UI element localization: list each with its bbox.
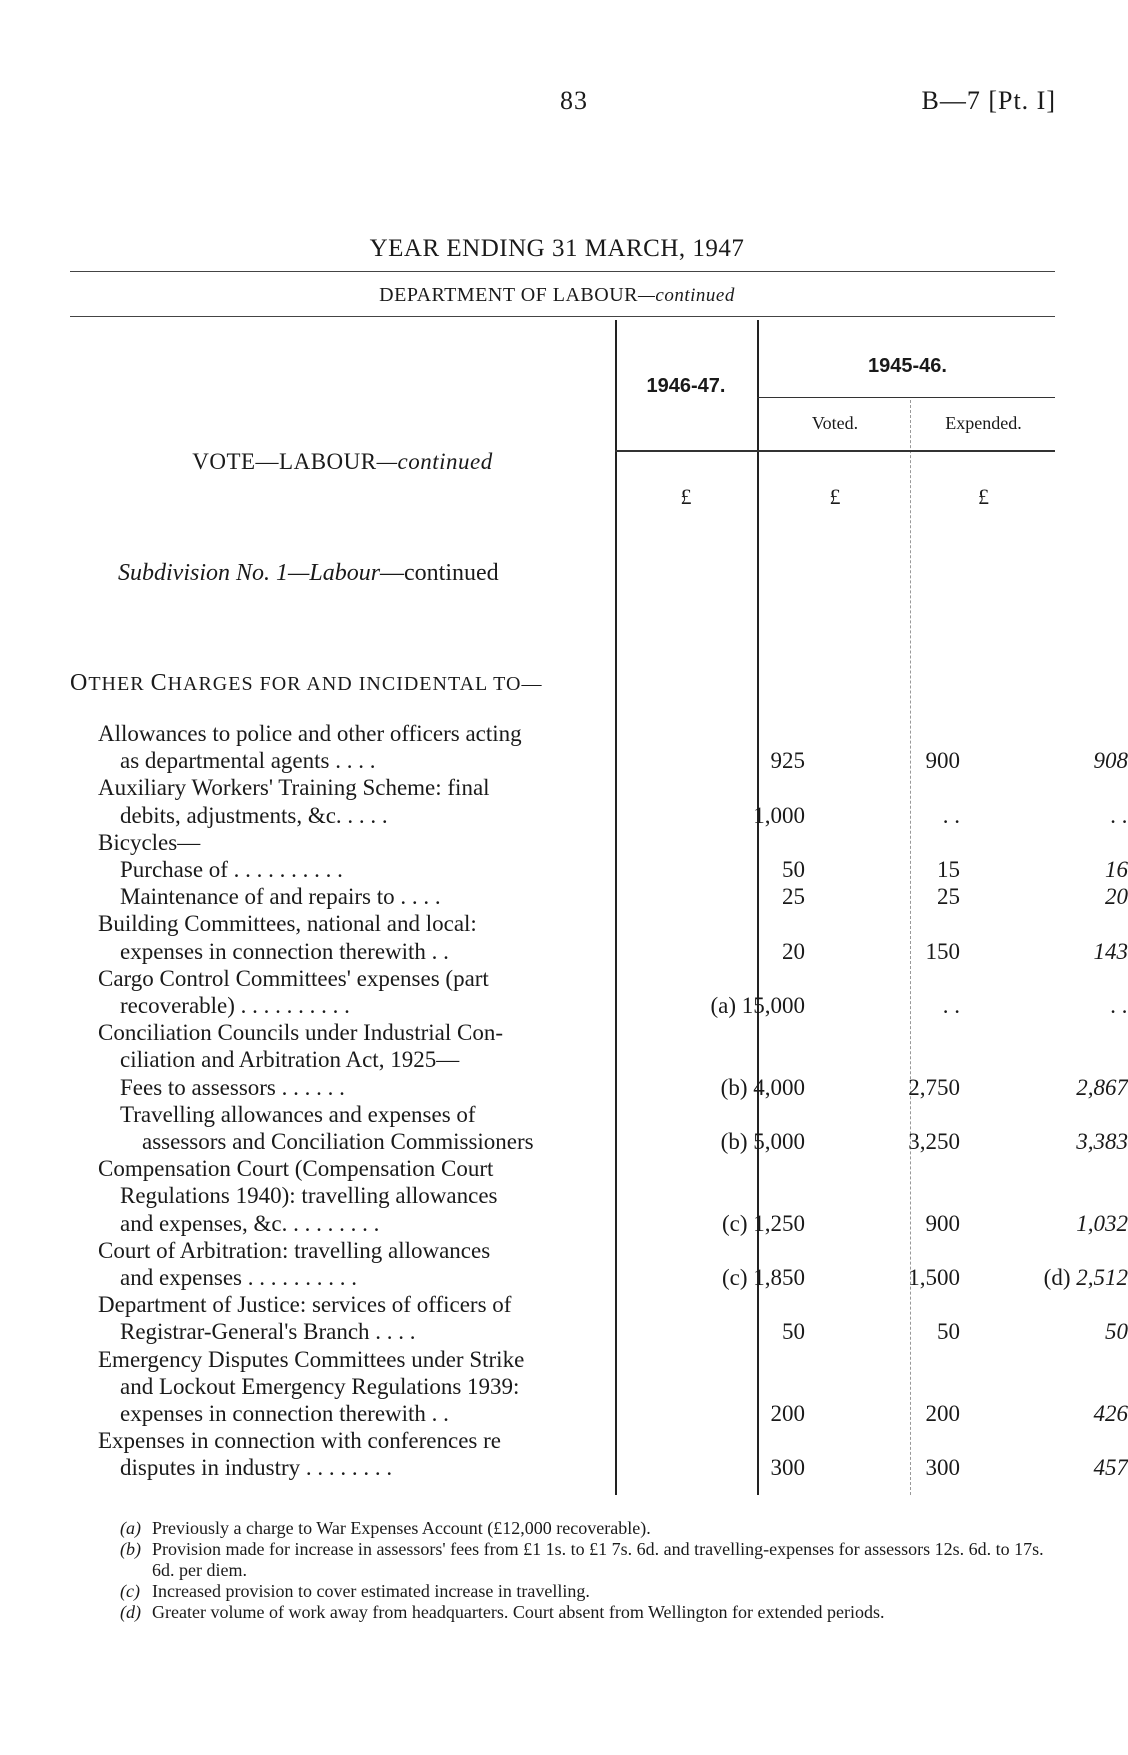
amount-expended — [980, 856, 1128, 883]
line-item-description: debits, adjustments, &c. . . . . — [120, 802, 388, 828]
footnote — [120, 1581, 1060, 1602]
section-heading-word: AND — [306, 673, 353, 695]
amount-voted: 2,750 — [908, 1074, 960, 1100]
amount-1946-47: 300 — [770, 1455, 805, 1481]
line-item — [70, 1291, 1070, 1318]
column-head-expended: Expended. — [945, 413, 1022, 433]
amount-voted: 150 — [925, 938, 960, 964]
subdivision-heading — [118, 560, 499, 587]
footnote-mark: (d) — [120, 1602, 141, 1622]
line-item — [70, 1210, 1128, 1237]
footnote-text: Previously a charge to War Expenses Account (£12,000 recoverable). — [152, 1518, 651, 1538]
line-item — [70, 1155, 1070, 1182]
amount-voted: 300 — [925, 1455, 960, 1481]
amount-expended — [980, 1210, 1128, 1237]
line-item — [70, 910, 1070, 937]
amount-expended-value: 143 — [1093, 938, 1128, 964]
line-item — [70, 1454, 1128, 1481]
section-heading-word: TO— — [493, 673, 543, 695]
rule-under-column-heads — [615, 450, 1055, 452]
amount-1946-47: 1,000 — [753, 802, 805, 828]
vote-name: VOTE—LABOUR — [192, 449, 377, 474]
line-item-description: Compensation Court (Compensation Court — [98, 1156, 494, 1182]
line-item-description: Emergency Disputes Committees under Strike — [98, 1346, 525, 1372]
currency-symbol-voted: £ — [829, 484, 841, 509]
line-item — [70, 1373, 1070, 1400]
amount-1946-47: (c) 1,250 — [721, 1210, 805, 1236]
amount-expended — [980, 802, 1128, 829]
amount-expended-value: 3,383 — [1076, 1129, 1128, 1154]
amount-1946-47: (b) 5,000 — [720, 1129, 805, 1154]
line-item-description: Department of Justice: services of officers of — [98, 1292, 512, 1318]
amount-1946-47: (b) 4,000 — [720, 1074, 805, 1100]
line-item-description: Conciliation Councils under Industrial Con- — [98, 1020, 504, 1046]
line-item — [70, 1264, 1128, 1291]
line-item — [70, 1074, 1128, 1101]
line-item-description: and expenses . . . . . . . . . . — [120, 1265, 357, 1290]
amount-1946-47: 50 — [782, 857, 805, 882]
section-heading-word: INCIDENTAL — [358, 673, 488, 695]
line-item-description: expenses in connection therewith . . — [120, 938, 449, 964]
amount-1946-47: 50 — [782, 1319, 805, 1345]
line-item — [70, 802, 1128, 829]
amount-voted: . . — [942, 993, 960, 1018]
amount-expended — [980, 747, 1128, 774]
amount-expended-value: 457 — [1093, 1455, 1128, 1481]
line-item — [70, 856, 1128, 883]
line-item — [70, 1182, 1070, 1209]
line-item-description: Registrar-General's Branch . . . . — [120, 1319, 416, 1345]
amount-1946-47: 200 — [770, 1401, 805, 1426]
amount-expended-value: 1,032 — [1076, 1210, 1128, 1236]
amount-expended — [980, 1318, 1128, 1345]
column-head-1946-47: 1946-47. — [646, 375, 726, 397]
line-item — [70, 1019, 1070, 1046]
line-item-description: Expenses in connection with conferences re — [98, 1428, 501, 1454]
footnote — [120, 1518, 1060, 1539]
line-item — [70, 965, 1070, 992]
amount-voted: 3,250 — [908, 1129, 960, 1154]
footnote — [120, 1539, 1060, 1581]
page-number: 83 — [560, 86, 588, 115]
amount-expended — [980, 1400, 1128, 1427]
amount-expended — [980, 883, 1128, 910]
amount-expended-value: . . — [1110, 802, 1128, 828]
amount-voted: . . — [942, 802, 960, 828]
amount-expended-value: 426 — [1093, 1401, 1128, 1426]
line-item-description: Travelling allowances and expenses of — [120, 1101, 476, 1127]
footnote-mark: (a) — [120, 1518, 141, 1538]
amount-1946-47: (c) 1,850 — [721, 1265, 805, 1290]
amount-expended — [980, 1074, 1128, 1101]
line-item-description: disputes in industry . . . . . . . . — [120, 1455, 393, 1481]
department-title — [0, 284, 1114, 307]
footnotes — [120, 1518, 1060, 1623]
line-item — [70, 1237, 1070, 1264]
line-item-description: Allowances to police and other officers acting — [98, 721, 522, 746]
line-item-description: Fees to assessors . . . . . . — [120, 1074, 345, 1100]
currency-symbol-col1: £ — [680, 484, 692, 509]
amount-expended — [980, 1264, 1128, 1291]
footnote-text: Provision made for increase in assessors' fees from £1 1s. to £1 7s. 6d. and travelling-expenses for assessors 12s. 6d. to 17s. 6d. per diem. — [152, 1539, 1044, 1580]
section-heading-word: FOR — [259, 673, 302, 695]
amount-expended — [980, 992, 1128, 1019]
amount-expended-value: 20 — [1105, 884, 1128, 910]
line-item-description: assessors and Conciliation Commissioners — [142, 1129, 534, 1154]
rule-under-department — [70, 316, 1055, 317]
amount-1946-47: 20 — [782, 938, 805, 964]
line-item — [70, 1128, 1128, 1155]
line-item-description: Building Committees, national and local: — [98, 911, 477, 937]
line-item — [70, 1400, 1128, 1427]
department-name: DEPARTMENT OF LABOUR — [379, 284, 638, 306]
line-item-description: ciliation and Arbitration Act, 1925— — [120, 1047, 460, 1073]
footnote-mark: (c) — [120, 1581, 140, 1601]
subdivision-name: Subdivision No. 1—Labour — [118, 560, 381, 586]
line-item — [70, 720, 1070, 747]
line-item-description: as departmental agents . . . . — [120, 748, 376, 774]
line-item-description: Maintenance of and repairs to . . . . — [120, 884, 441, 910]
line-item — [70, 747, 1128, 774]
rule-top — [70, 271, 1055, 272]
amount-voted: 25 — [937, 884, 960, 910]
line-item-description: expenses in connection therewith . . — [120, 1401, 449, 1426]
amount-expended-value: . . — [1110, 993, 1128, 1018]
line-item — [70, 992, 1128, 1019]
line-item-description: and expenses, &c. . . . . . . . . — [120, 1210, 380, 1236]
amount-expended — [980, 1128, 1128, 1155]
footnote-text: Greater volume of work away from headquarters. Court absent from Wellington for extended periods. — [152, 1602, 885, 1622]
section-heading-word: OTHER — [70, 670, 145, 696]
line-item-description: Regulations 1940): travelling allowances — [120, 1183, 498, 1209]
amount-voted: 15 — [937, 857, 960, 882]
line-item — [70, 829, 1070, 856]
line-item-description: and Lockout Emergency Regulations 1939: — [120, 1373, 520, 1399]
footnote-mark: (b) — [120, 1539, 141, 1559]
footnote — [120, 1602, 1060, 1623]
line-item — [70, 938, 1128, 965]
department-suffix: —continued — [638, 285, 735, 306]
amount-expended-value: 908 — [1093, 748, 1128, 774]
amount-expended — [980, 938, 1128, 965]
section-heading-word: CHARGES — [150, 670, 254, 696]
column-head-voted: Voted. — [811, 413, 859, 433]
amount-voted: 1,500 — [908, 1265, 960, 1290]
vote-suffix: —continued — [376, 449, 493, 474]
amount-voted: 900 — [925, 748, 960, 774]
section-heading — [70, 670, 542, 697]
line-item — [70, 774, 1070, 801]
line-item-description: Bicycles— — [98, 829, 201, 855]
amount-expended-value: 2,512 — [1076, 1265, 1128, 1290]
vote-heading — [70, 449, 615, 475]
line-item-description: Court of Arbitration: travelling allowances — [98, 1237, 491, 1263]
line-item-description: recoverable) . . . . . . . . . . — [120, 993, 350, 1018]
amount-expended-value: 16 — [1105, 857, 1128, 882]
amount-1946-47: (a) 15,000 — [710, 993, 805, 1018]
amount-voted: 50 — [937, 1319, 960, 1345]
amount-expended — [980, 1454, 1128, 1481]
currency-symbol-expended: £ — [978, 484, 989, 509]
subdivision-suffix: —continued — [380, 560, 499, 586]
amount-voted: 900 — [925, 1210, 960, 1236]
line-item — [70, 1427, 1070, 1454]
line-item — [70, 1046, 1070, 1073]
line-item — [70, 1318, 1128, 1345]
footnote-text: Increased provision to cover estimated increase in travelling. — [152, 1581, 590, 1601]
line-item — [70, 1346, 1070, 1373]
line-item — [70, 1101, 1070, 1128]
amount-1946-47: 925 — [770, 748, 805, 774]
year-title: YEAR ENDING 31 MARCH, 1947 — [369, 235, 745, 262]
amount-expended-value: 50 — [1105, 1319, 1128, 1345]
amount-expended-value: 2,867 — [1076, 1074, 1128, 1100]
rule-under-year-group — [757, 397, 1055, 398]
line-item-description: Auxiliary Workers' Training Scheme: final — [98, 775, 490, 801]
footnote-reference: (d) — [1043, 1265, 1077, 1290]
line-item — [70, 883, 1128, 910]
amount-voted: 200 — [925, 1401, 960, 1426]
document-reference: B—7 [Pt. I] — [921, 86, 1056, 115]
amount-1946-47: 25 — [782, 884, 805, 910]
line-item-description: Purchase of . . . . . . . . . . — [120, 857, 343, 882]
line-item-description: Cargo Control Committees' expenses (part — [98, 965, 489, 991]
column-head-1945-46: 1945-46. — [868, 355, 947, 377]
